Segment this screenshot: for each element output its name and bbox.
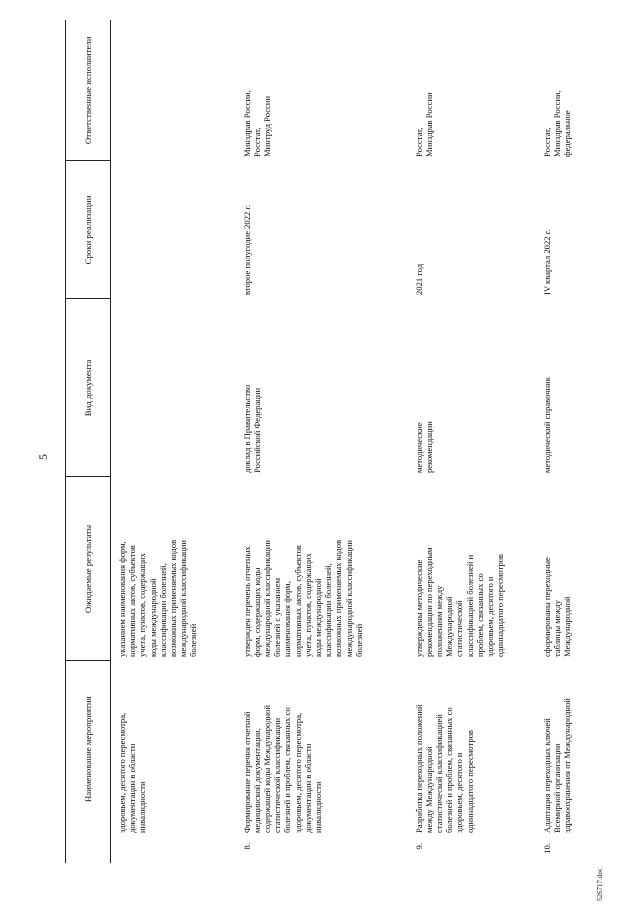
row-action: Формирование перечня отчетной медицинской документации, содержащей коды Международной статистической классификации болезней и проблем, связанных со здоровьем, десятого пересмотра, документации в области инвалидности: [241, 705, 323, 833]
row-result: указанием наименования форм, нормативных актов, субъектов учета, пунктов, содержащих коды международной классификации болезней, возможных применяемых кодов международной классификации болезней: [117, 539, 199, 657]
row-resp: [111, 20, 236, 161]
plan-table: [65, 20, 596, 863]
row-num: 10.: [541, 843, 552, 854]
row-action: Разработка переходных положений между Международной статистической классификацией болезней и проблем, связанных со здоровьем, десятого и одиннадцатого пересмотров: [413, 704, 475, 833]
row-doc: доклад в Правительство Российской Федерации: [241, 384, 262, 473]
table-row: [536, 20, 596, 863]
header-action: Наименование мероприятия: [66, 661, 111, 837]
row-term: 2021 год: [413, 263, 424, 295]
row-doc: [111, 299, 236, 477]
page-number: 5: [36, 454, 50, 460]
row-action: Адаптация переходных ключей Всемирной организации здравоохранения от Международной: [541, 698, 572, 833]
table-header-row: [66, 20, 111, 863]
header-num: [66, 837, 111, 863]
header-resp: Ответственные исполнители: [66, 20, 111, 161]
row-result: утверждены методические рекомендации по переходным положениям между Международной статистической классификацией болезней и проблем, связанных со здоровьем, десятого и одиннадцатого пересмотров: [413, 547, 506, 657]
footer-doc-code: 526717.doc: [596, 868, 604, 901]
row-num: [111, 837, 236, 863]
row-resp: Росстат, Минздрав России: [413, 92, 434, 157]
table-row: [408, 20, 536, 863]
row-doc: методический справочник: [541, 377, 552, 473]
header-term: Сроки реализации: [66, 161, 111, 299]
row-num: 9.: [413, 843, 424, 850]
row-result: утвержден перечень отчетных форм, содержащих коды международной классификации болезней с указанием наименования форм, нормативных актов, субъектов учета, пунктов, содержащих коды международной классификации болезней, возможных применяемых кодов международной классификации болезней: [241, 539, 364, 657]
row-term: [111, 161, 236, 299]
row-num: 8.: [241, 843, 252, 850]
table-row: [111, 20, 236, 863]
row-term: второе полугодие 2022 г.: [241, 204, 252, 295]
row-resp: Росстат, Минздрав России, федеральное: [541, 90, 572, 157]
header-doc: Вид документа: [66, 299, 111, 477]
row-action: здоровьем, десятого пересмотра, документации в области инвалидности: [117, 712, 148, 833]
row-term: IV квартал 2022 г.: [541, 229, 552, 295]
header-result: Ожидаемые результаты: [66, 477, 111, 661]
row-resp: Минздрав России, Росстат, Минтруд России: [241, 90, 272, 157]
row-result: сформированы переходные таблицы между Международной: [541, 557, 572, 657]
table-row: [236, 20, 408, 863]
row-doc: методические рекомендации: [413, 421, 434, 473]
